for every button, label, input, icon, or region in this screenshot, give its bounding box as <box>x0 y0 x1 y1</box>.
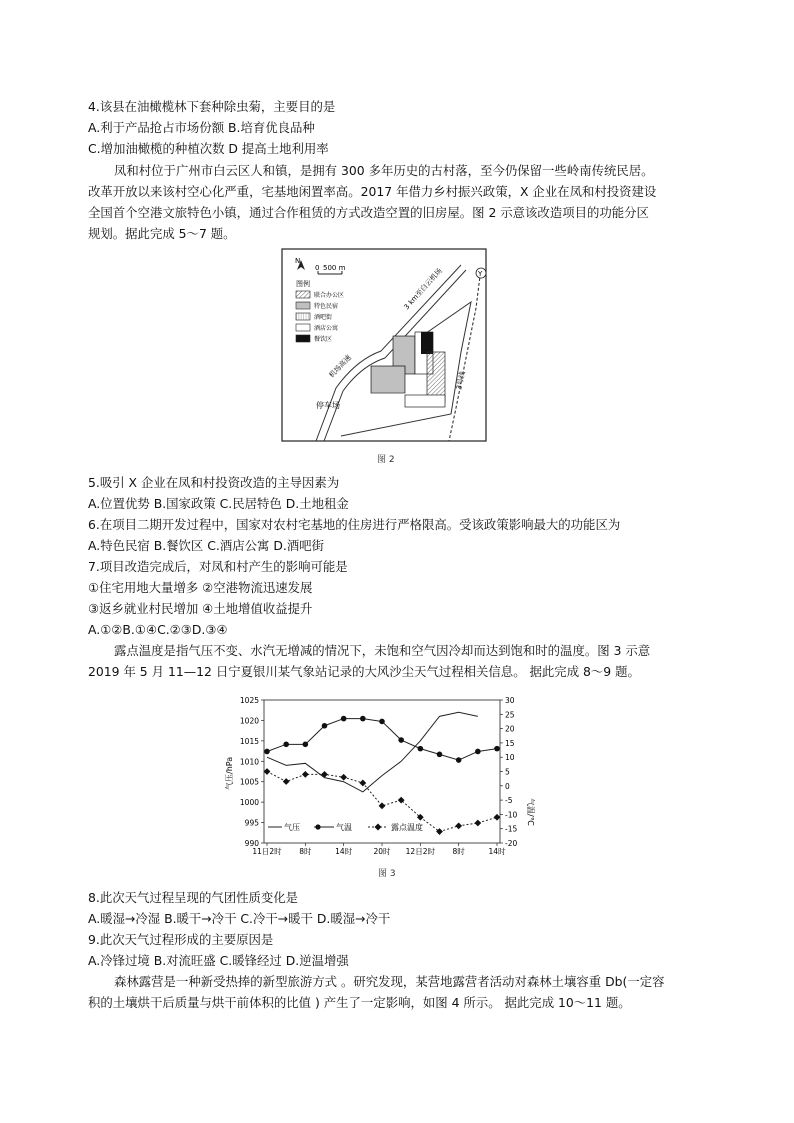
point-dewpoint <box>494 814 501 821</box>
left-axis-label: 气压/hPa <box>225 756 234 790</box>
point-temperature <box>437 752 443 758</box>
figure-3-caption: 图 3 <box>378 869 396 879</box>
x-tick-label: 14时 <box>488 847 506 856</box>
x-axis <box>252 843 506 856</box>
x-tick-label: 12日2时 <box>405 847 435 856</box>
passage-paragraph-line: 积的土壤烘干后质量与烘干前体积的比值 ) 产生了一定影响，如图 4 所示。 据此完成 10～11 题。 <box>88 995 631 1010</box>
right-tick-label: 25 <box>505 710 515 720</box>
right-tick-label: 5 <box>505 767 510 777</box>
point-temperature <box>418 746 424 752</box>
x-tick-label: 8时 <box>299 847 312 856</box>
point-dewpoint <box>455 822 462 829</box>
legend-swatch-homestay <box>296 302 310 309</box>
legend-item-homestay: 特色民宿 <box>314 303 339 310</box>
legend-label-temperature: 气温 <box>336 823 352 832</box>
figure-3-chart <box>222 690 534 876</box>
point-temperature <box>456 757 462 763</box>
left-tick-label: 1010 <box>239 757 259 767</box>
question-8-stem: 8.此次天气过程呈现的气团性质变化是 <box>88 890 299 905</box>
x-tick-label: 8时 <box>452 847 465 856</box>
scale-zero: 0 <box>315 264 320 272</box>
chart-series <box>264 712 501 835</box>
passage-paragraph-line: 全国首个空港文旅特色小镇，通过合作租赁的方式改造空置的旧房屋。图 2 示意该改造项目的功能分区 <box>88 205 649 220</box>
x-tick-label: 14时 <box>335 847 353 856</box>
question-5-options: A.位置优势 B.国家政策 C.民居特色 D.土地租金 <box>88 496 349 511</box>
point-temperature <box>494 746 500 752</box>
north-label: N <box>295 257 301 265</box>
scale-label: 500 m <box>323 264 346 272</box>
left-tick-label: 995 <box>244 818 259 828</box>
figure-2-caption: 图 2 <box>377 455 395 465</box>
left-axis <box>240 696 264 848</box>
legend-marker-dewpoint <box>375 824 382 831</box>
point-temperature <box>322 723 328 729</box>
legend-title: 图例 <box>296 280 310 288</box>
zone-apartment <box>405 395 445 407</box>
right-tick-label: 0 <box>505 781 510 791</box>
passage-paragraph-line: 规划。据此完成 5～7 题。 <box>88 226 236 241</box>
legend-swatch-dining <box>296 335 310 342</box>
point-temperature <box>341 716 347 722</box>
right-tick-label: 15 <box>505 738 515 748</box>
right-tick-label: -15 <box>505 824 518 834</box>
question-6-stem: 6.在项目二期开发过程中，国家对农村宅基地的住房进行严格限高。受该政策影响最大的功能区为 <box>88 517 621 532</box>
left-tick-label: 990 <box>244 839 259 848</box>
right-tick-label: 20 <box>505 724 515 734</box>
legend-label-pressure: 气压 <box>284 823 300 832</box>
road-label-line3: 3号线 <box>455 370 467 391</box>
right-tick-label: -5 <box>505 796 513 806</box>
legend-swatch-office <box>296 291 310 298</box>
series-line-temperature <box>267 719 497 760</box>
question-7-stem: 7.项目改造完成后，对凤和村产生的影响可能是 <box>88 559 348 574</box>
right-axis-label: 气温/℃ <box>526 798 535 826</box>
left-tick-label: 1025 <box>239 696 259 705</box>
legend-item-bar-street: 酒吧街 <box>314 314 333 321</box>
point-temperature <box>283 742 289 748</box>
left-tick-label: 1005 <box>239 777 259 787</box>
point-dewpoint <box>302 771 309 778</box>
road-label-airport: 3 km至白云机场 <box>402 266 444 312</box>
point-dewpoint <box>474 820 481 827</box>
left-tick-label: 1015 <box>239 736 259 746</box>
road-label-expressway: 机场高速 <box>327 353 353 380</box>
question-6-options: A.特色民宿 B.餐饮区 C.酒店公寓 D.酒吧街 <box>88 538 324 553</box>
point-temperature <box>303 742 309 748</box>
right-tick-label: -20 <box>505 839 518 848</box>
point-temperature <box>264 749 270 755</box>
x-tick-label: 11日2时 <box>252 847 282 856</box>
point-dewpoint <box>359 780 366 787</box>
question-7-statements: ③返乡就业村民增加 ④土地增值收益提升 <box>88 601 313 616</box>
metro-symbol: Y <box>478 270 483 278</box>
legend-item-office: 联合办公区 <box>314 292 345 299</box>
point-dewpoint <box>340 774 347 781</box>
passage-paragraph-line: 凤和村位于广州市白云区人和镇，是拥有 300 多年历史的古村落，至今仍保留一些岭南传统民居。 <box>114 163 654 178</box>
point-temperature <box>398 737 404 743</box>
point-temperature <box>379 719 385 725</box>
zone-homestay <box>371 366 405 393</box>
right-tick-label: -10 <box>505 810 518 820</box>
question-4-options-cd: C.增加油橄榄的种植次数 D 提高土地利用率 <box>88 141 329 156</box>
question-7-statements: ①住宅用地大量增多 ②空港物流迅速发展 <box>88 580 313 595</box>
figure-2-map <box>281 248 487 442</box>
question-4-stem: 4.该县在油橄榄林下套种除虫菊，主要目的是 <box>88 99 336 114</box>
legend-item-apartment: 酒店公寓 <box>314 325 339 332</box>
series-line-pressure <box>267 712 478 792</box>
point-dewpoint <box>379 802 386 809</box>
point-dewpoint <box>283 778 290 785</box>
point-temperature <box>360 716 366 722</box>
passage-paragraph-line: 2019 年 5 月 11—12 日宁夏银川某气象站记录的大风沙尘天气过程相关信息。 据此完成 8～9 题。 <box>88 664 640 679</box>
passage-paragraph-line: 改革开放以来该村空心化严重，宅基地闲置率高。2017 年借力乡村振兴政策，X 企业在凤和村投资建设 <box>88 184 657 199</box>
legend-label-dewpoint: 露点温度 <box>391 823 423 832</box>
left-tick-label: 1020 <box>239 716 259 726</box>
question-9-options: A.冷锋过境 B.对流旺盛 C.暖锋经过 D.逆温增强 <box>88 953 349 968</box>
x-tick-label: 20时 <box>373 847 391 856</box>
legend-marker-temperature <box>315 824 320 829</box>
question-4-options-ab: A.利于产品抢占市场份额 B.培育优良品种 <box>88 120 315 135</box>
legend-swatch-apartment <box>296 324 310 331</box>
right-tick-label: 10 <box>505 753 515 763</box>
right-tick-label: 30 <box>505 696 515 705</box>
question-8-options: A.暖湿→冷湿 B.暖干→冷干 C.冷干→暖干 D.暖湿→冷干 <box>88 911 391 926</box>
legend-swatch-bar-street <box>296 313 310 320</box>
series-line-dewpoint <box>267 772 497 832</box>
question-7-options: A.①②B.①④C.②③D.③④ <box>88 622 228 637</box>
point-dewpoint <box>321 771 328 778</box>
left-tick-label: 1000 <box>239 798 259 808</box>
point-temperature <box>475 749 481 755</box>
point-dewpoint <box>264 768 271 775</box>
passage-paragraph-line: 森林露营是一种新受热捧的新型旅游方式 。研究发现，某营地露营者活动对森林土壤容重 Db(一定容 <box>114 974 665 989</box>
zone-dining <box>421 332 433 354</box>
question-9-stem: 9.此次天气过程形成的主要原因是 <box>88 932 274 947</box>
legend-item-dining: 餐饮区 <box>314 336 333 343</box>
question-5-stem: 5.吸引 X 企业在凤和村投资改造的主导因素为 <box>88 475 340 490</box>
right-axis <box>500 696 517 848</box>
zone-office <box>427 352 445 402</box>
passage-paragraph-line: 露点温度是指气压不变、水汽无增减的情况下，未饱和空气因冷却而达到饱和时的温度。图 3 示意 <box>114 643 651 658</box>
parking-label: 停车场 <box>316 401 340 410</box>
